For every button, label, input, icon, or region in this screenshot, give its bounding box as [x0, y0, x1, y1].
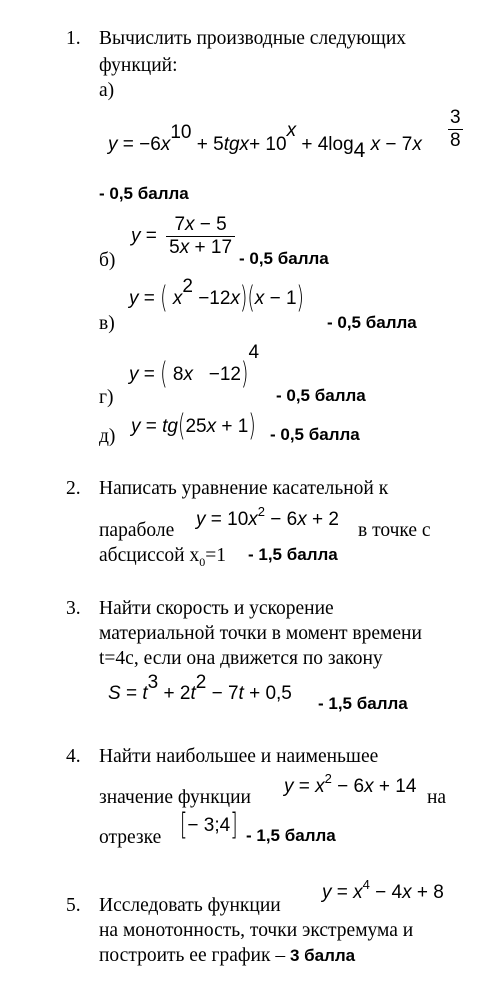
task2-line3-sub: 0 [199, 554, 206, 569]
task5-line3-text: построить ее график – [99, 945, 286, 966]
task2-line2-post: в точке с [358, 520, 431, 541]
task1-a-label: а) [99, 80, 115, 101]
task5-number: 5. [66, 895, 81, 916]
task1-b-points: - 0,5 балла [239, 249, 329, 268]
task4-line3-pre: отрезке [99, 827, 162, 848]
task4-number: 4. [66, 746, 81, 767]
task1-b-label: б) [99, 250, 116, 271]
task1-g-label: г) [99, 387, 114, 408]
task1-g-formula: y = ( 8x −12)4 [129, 342, 260, 392]
task4-formula: $y = x^2 - 6x + 14$ [284, 771, 417, 797]
task1-d-formula: y = tg(25x + 1) [131, 408, 256, 444]
task2-line3 [99, 544, 226, 574]
task5-points: 3 балла [289, 946, 356, 965]
task1-a-formula: y = −6x10 + 5tgx+ 10x + 4log4 x − 7x [108, 120, 422, 162]
task1-line1: Вычислить производные следующих [99, 28, 407, 49]
task1-a-points: - 0,5 балла [99, 184, 189, 203]
task1-v-formula: y = ( x2 −12x)(x − 1) [129, 276, 304, 316]
task3-number: 3. [66, 598, 81, 619]
task2-formula: $y = 10x^2 - 6x + 2$ [196, 504, 339, 530]
task4-segment: [− 3;4] [180, 807, 238, 843]
task2-line3-post: =1 [205, 545, 226, 566]
task4-line2-post: на [427, 787, 447, 808]
task1-v-points: - 0,5 балла [327, 313, 417, 332]
task3-line3: t=4с, если она движется по закону [99, 648, 383, 669]
task4-line2-pre: значение функции [99, 787, 251, 808]
task1-v-label: в) [99, 313, 115, 334]
task3-points: - 1,5 балла [318, 694, 408, 713]
task2-line2-pre: параболе [99, 520, 175, 541]
task1-g-points: - 0,5 балла [276, 386, 366, 405]
task1-d-points: - 0,5 балла [270, 425, 360, 444]
task1-b-formula: y = $\frac{7x - 5}{5x + 17}$ [131, 214, 235, 259]
task1-line2: функций: [99, 55, 178, 76]
task2-number: 2. [66, 478, 81, 499]
task4-points: - 1,5 балла [246, 826, 336, 845]
task2-line1: Написать уравнение касательной к [99, 478, 389, 499]
task3-formula: S = t3 + 2t2 − 7t + 0,5 [108, 672, 292, 704]
task2-points: - 1,5 балла [248, 545, 338, 564]
task5-formula: $y = x^4 - 4x + 8$ [322, 877, 444, 903]
task3-line2: материальной точки в момент времени [99, 623, 422, 644]
task5-line1-pre: Исследовать функции [99, 895, 281, 916]
task1-d-label: д) [99, 426, 116, 447]
task4-line1: Найти наибольшее и наименьшее [99, 746, 379, 767]
task3-line1: Найти скорость и ускорение [99, 598, 334, 619]
task1-a-exponent: 3 8 [450, 107, 461, 151]
task1-number: 1. [66, 28, 81, 49]
task2-line3-pre: абсциссой x [99, 545, 200, 566]
task5-line2: на монотонность, точки экстремума и [99, 920, 414, 941]
task5-line3 [99, 944, 355, 967]
